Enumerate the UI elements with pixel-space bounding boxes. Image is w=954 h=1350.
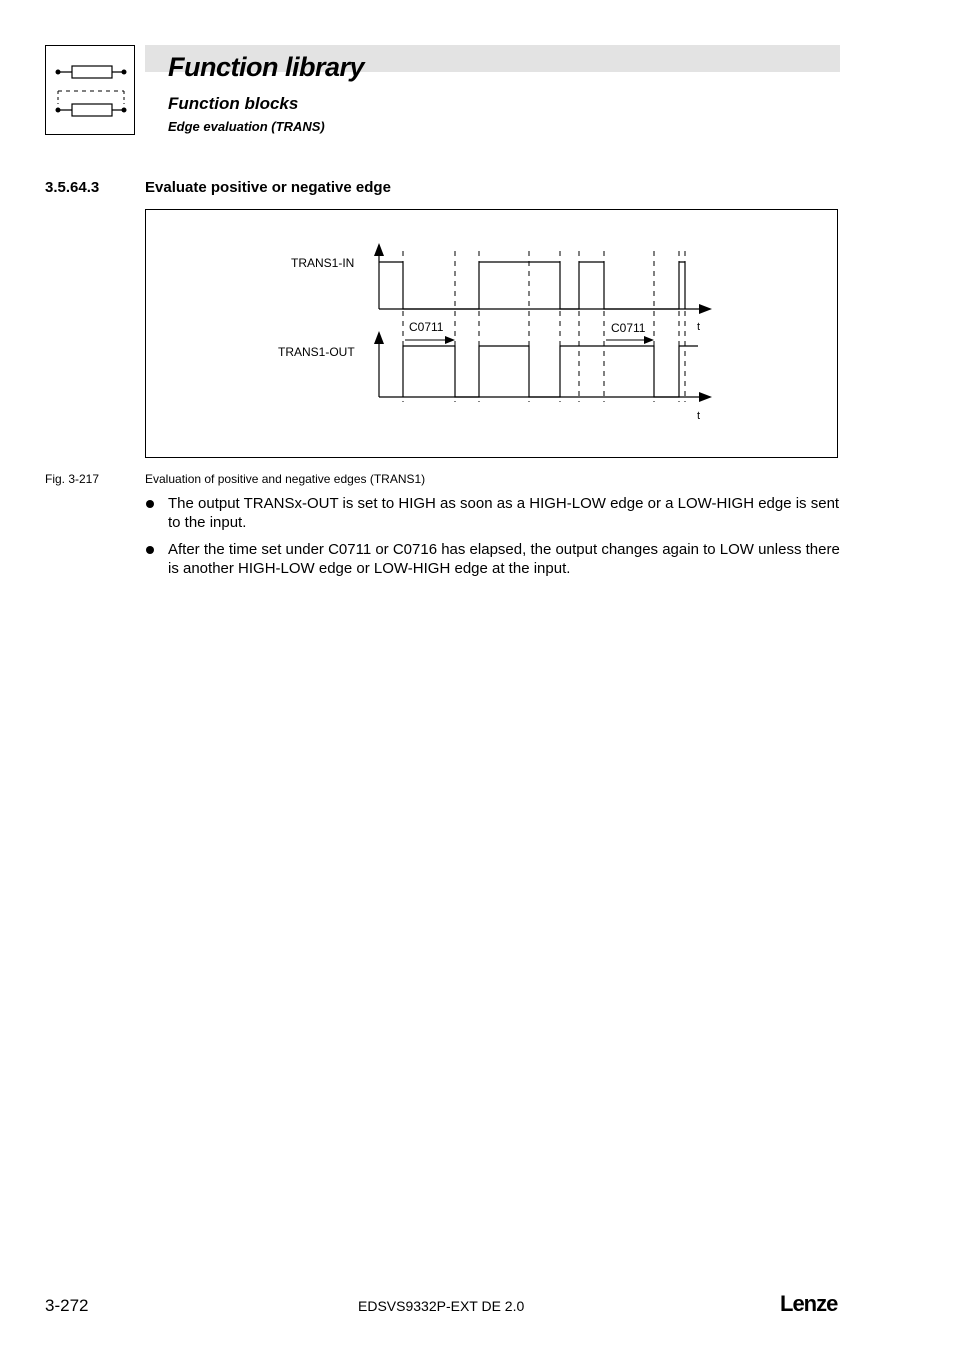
page-title: Function library (168, 52, 365, 82)
in-x-arrow-icon (699, 304, 712, 314)
label-trans1-in: TRANS1-IN (291, 256, 355, 270)
time-arrow-1-head-icon (445, 336, 455, 344)
section-number: 3.5.64.3 (45, 179, 100, 196)
logo-text: Lenze (780, 1291, 838, 1316)
trans1-in-signal (379, 262, 685, 309)
timing-diagram (145, 209, 838, 458)
label-trans1-out: TRANS1-OUT (278, 345, 355, 359)
time-code-1: C0711 (409, 320, 444, 334)
lenze-logo (780, 1291, 837, 1317)
bullet-text: The output TRANSx-OUT is set to HIGH as soon as a HIGH-LOW edge or a LOW-HIGH edge is sent to the input. (168, 495, 840, 531)
time-arrow-2-head-icon (644, 336, 654, 344)
page-subsubtitle: Edge evaluation (TRANS) (168, 119, 325, 134)
bullet-dot-icon (146, 546, 154, 554)
out-x-arrow-icon (699, 392, 712, 402)
bullet-item (145, 541, 845, 578)
block-diagram-icon (46, 46, 134, 134)
axis-t-in: t (697, 321, 701, 333)
bullet-list (145, 495, 845, 587)
page-subtitle: Function blocks (168, 94, 299, 113)
page-number: 3-272 (45, 1296, 89, 1315)
figure-caption: Evaluation of positive and negative edges (TRANS1) (145, 472, 426, 486)
out-y-arrow-icon (374, 331, 384, 344)
bullet-dot-icon (146, 500, 154, 508)
figure-number: Fig. 3-217 (45, 472, 100, 486)
in-y-arrow-icon (374, 243, 384, 256)
axis-t-out: t (697, 410, 701, 422)
function-block-icon (45, 45, 135, 135)
bullet-text: After the time set under C0711 or C0716 has elapsed, the output changes again to LOW unless there is another HIGH-LOW edge or LOW-HIGH edge at the input. (168, 541, 840, 577)
timing-diagram-svg (146, 210, 837, 457)
document-id: EDSVS9332P-EXT DE 2.0 (358, 1298, 525, 1314)
section-title: Evaluate positive or negative edge (145, 179, 391, 196)
time-code-2: C0711 (611, 321, 646, 335)
bullet-item (145, 495, 845, 532)
